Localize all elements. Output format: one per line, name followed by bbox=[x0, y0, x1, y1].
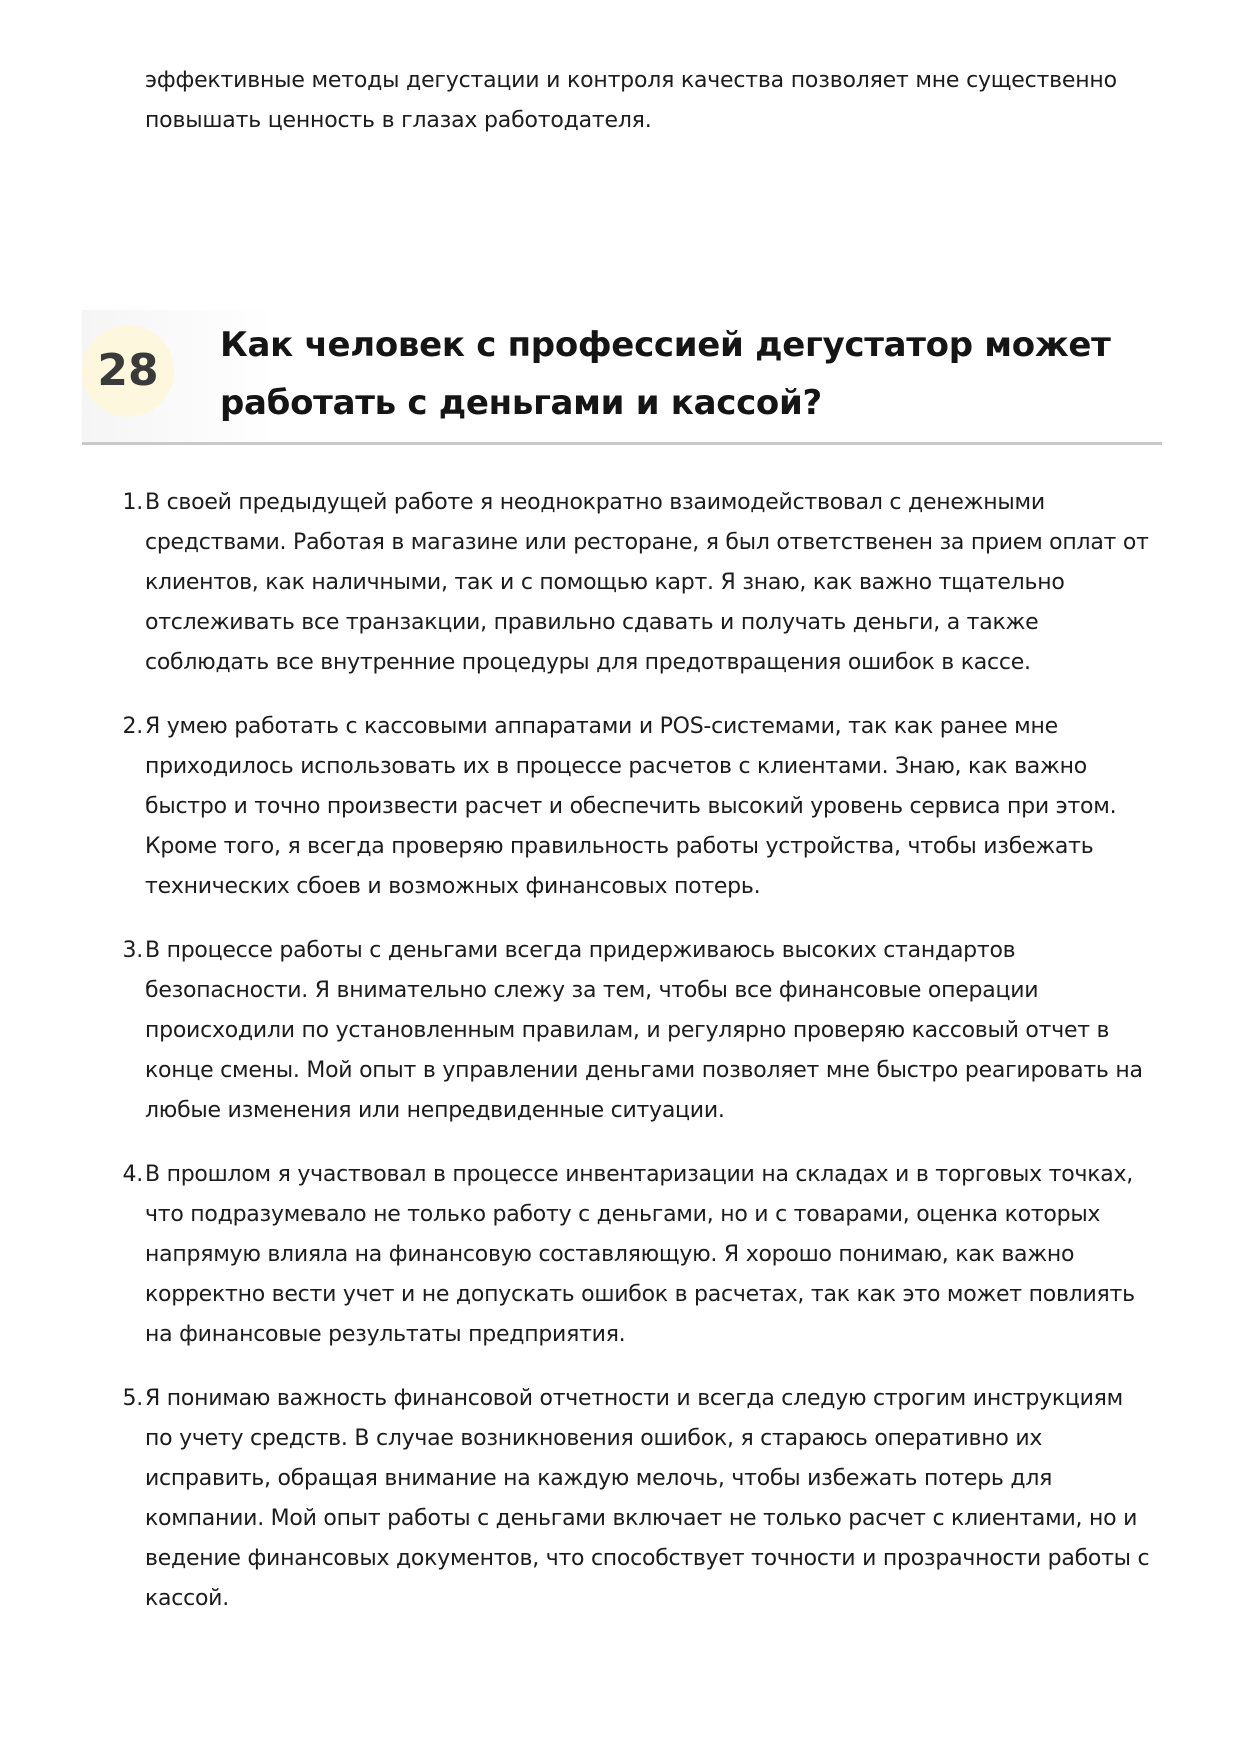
answer-number: 5. bbox=[122, 1386, 143, 1411]
answer-number: 1. bbox=[122, 490, 143, 515]
question-number-badge: 28 bbox=[82, 325, 174, 417]
answer-list bbox=[122, 483, 1157, 1643]
answer-text: Я понимаю важность финансовой отчетности и всегда следую строгим инструкциям по учету средств. В случае возникновения ошибок, я стараюсь оперативно их исправить, обращая внимание на каждую мелочь, чтобы избежать потерь для компании. Мой опыт работы с деньгами включает не только расчет с клиентами, но и ведение финансовых документов, что способствует точности и прозрачности работы с кассой. bbox=[145, 1386, 1150, 1611]
answer-number: 3. bbox=[122, 938, 143, 963]
answer-text: В процессе работы с деньгами всегда придерживаюсь высоких стандартов безопасности. Я внимательно слежу за тем, чтобы все финансовые операции происходили по установленным правилам, и регулярно проверяю кассовый отчет в конце смены. Мой опыт в управлении деньгами позволяет мне быстро реагировать на любые изменения или непредвиденные ситуации. bbox=[145, 938, 1143, 1123]
answer-item bbox=[122, 483, 1157, 683]
answer-item bbox=[122, 1155, 1157, 1355]
answer-item bbox=[122, 1379, 1157, 1619]
intro-paragraph: эффективные методы дегустации и контроля качества позволяет мне существенно повышать ценность в глазах работодателя. bbox=[145, 68, 1117, 133]
answer-number: 2. bbox=[122, 714, 143, 739]
question-title: Как человек с профессией дегустатор может работать с деньгами и кассой? bbox=[220, 325, 1111, 423]
answer-text: В своей предыдущей работе я неоднократно взаимодействовал с денежными средствами. Работая в магазине или ресторане, я был ответственен за прием оплат от клиентов, как наличными, так и с помощью карт. Я знаю, как важно тщательно отслеживать все транзакции, правильно сдавать и получать деньги, а также соблюдать все внутренние процедуры для предотвращения ошибок в кассе. bbox=[145, 490, 1149, 675]
question-header bbox=[82, 310, 1162, 445]
answer-number: 4. bbox=[122, 1162, 143, 1187]
answer-text: В прошлом я участвовал в процессе инвентаризации на складах и в торговых точках, что подразумевало не только работу с деньгами, но и с товарами, оценка которых напрямую влияла на финансовую составляющую. Я хорошо понимаю, как важно корректно вести учет и не допускать ошибок в расчетах, так как это может повлиять на финансовые результаты предприятия. bbox=[145, 1162, 1135, 1347]
answer-item bbox=[122, 931, 1157, 1131]
answer-text: Я умею работать с кассовыми аппаратами и POS-системами, так как ранее мне приходилось использовать их в процессе расчетов с клиентами. Знаю, как важно быстро и точно произвести расчет и обеспечить высокий уровень сервиса при этом. Кроме того, я всегда проверяю правильность работы устройства, чтобы избежать технических сбоев и возможных финансовых потерь. bbox=[145, 714, 1117, 899]
answer-item bbox=[122, 707, 1157, 907]
